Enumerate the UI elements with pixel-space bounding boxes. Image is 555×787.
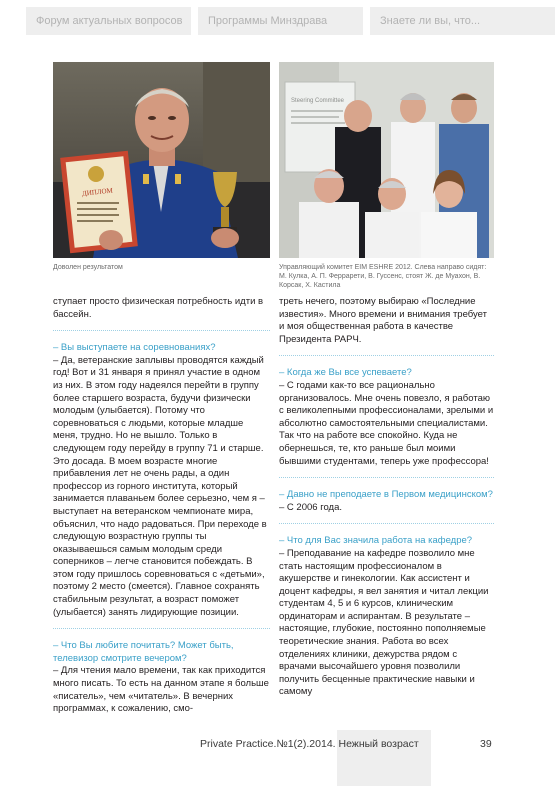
- right-intro-paragraph: треть нечего, поэтому выбираю «Последние известия». Много времени и внимания требует и моя общественная работа в качестве Президента РАРЧ.: [279, 296, 487, 345]
- page-footer: [0, 730, 555, 787]
- journal-title: Private Practice.№1(2).2014. Нежный возраст: [200, 738, 419, 750]
- tab-did-you-know[interactable]: Знаете ли вы, что...: [370, 7, 555, 35]
- tab-ministry-programs[interactable]: Программы Минздрава: [198, 7, 363, 35]
- answer-paragraph: – Преподавание на кафедре позволило мне стать настоящим профессионалом в акушерстве и гинекологии. Как ассистент и доцент кафедры, я вел занятия и читал лекции студентам 4, 5 и 6 курсов, клиническим ординаторам и аспирантам. В результате – настоящие, глубокие, постоянно пополняемые теоретические знания. Работа во всех отделениях клиники, дежурства рядом с врачами высочайшего уровня позволили получить бесценные практические навыки и самому: [279, 547, 489, 698]
- left-intro-paragraph: ступает просто физическая потребность идти в бассейн.: [53, 296, 264, 320]
- page-number: 39: [480, 738, 492, 750]
- photo-man-with-diploma-image: [53, 62, 270, 258]
- answer-paragraph: – С 2006 года.: [279, 501, 342, 513]
- divider: [279, 523, 494, 524]
- answer-paragraph: – С годами как-то все рационально организовалось. Мне очень повезло, я работаю с великолепными профессионалами, зрелыми и абсолютно самостоятельными специалистами. Так что на работе все спокойно. Куда не обернешься, те, кто раньше был моими бывшими студентами, теперь уже профессора!: [279, 379, 494, 467]
- divider: [279, 355, 494, 356]
- question-heading: – Давно не преподаете в Первом медицинском?: [279, 489, 493, 501]
- section-tab-bar: [0, 0, 555, 42]
- article-column-right: [279, 296, 494, 699]
- divider: [279, 477, 494, 478]
- board-text: Steering Committee: [291, 98, 345, 104]
- article-column-left: [53, 296, 270, 716]
- answer-paragraph: – Для чтения мало времени, так как приходится много писать. То есть на данном этапе я больше «писатель», чем «читатель». В вечерних программах, к сожалению, смо-: [53, 665, 269, 715]
- photo-committee-group-image: [279, 62, 494, 258]
- diploma-title: ДИПЛОМ: [81, 186, 114, 198]
- divider: [53, 330, 270, 331]
- divider: [53, 628, 270, 629]
- tab-forum[interactable]: Форум актуальных вопросов: [26, 7, 191, 35]
- question-heading: – Вы выступаете на соревнованиях?: [53, 342, 216, 354]
- left-photo-caption: Доволен результатом: [53, 264, 123, 271]
- photo-man-with-diploma: [53, 62, 270, 258]
- answer-paragraph: – Да, ветеранские заплывы проводятся каждый год! Вот и 31 января я принял участие в одном из них. В этом году надеялся перейти в группу более старшего возраста, будучи физически молодым (улыбается). Потому что соревноваться с людьми, которые младше меня, трудно. Но не вышло. Только в следующем году перейду в группу 71 и старше. Это досада. В моем возрасте многие прибавления лет не очень рады, а один профессор из горного института, который занимается плаваньем более серьезно, чем я – выступает на ветеранском чемпионате мира, объяснил, что надо радоваться. При переходе в следующую возрастную группы ты оказываешься самым молодым среди соперников – легче становится побеждать. В этом году пришлось соревноваться с «детьми», поэтому 2 место (смеется). Главное сохранять стабильным результат, а возраст поможет (улыбается) занять лидирующие позиции.: [53, 354, 267, 618]
- photo-committee-group: [279, 62, 494, 258]
- right-photo-caption: Управляющий комитет EIM ESHRE 2012. Слева направо сидят: М. Кулка, А. П. Феррарети, В. Гуссенс, стоят Ж. де Муахон, В. Корсак, Х. Кастила: [279, 264, 487, 289]
- question-heading: – Что для Вас значила работа на кафедре?: [279, 535, 473, 547]
- question-heading: – Когда же Вы все успеваете?: [279, 367, 412, 379]
- question-heading: – Что Вы любите почитать? Может быть, телевизор смотрите вечером?: [53, 640, 234, 664]
